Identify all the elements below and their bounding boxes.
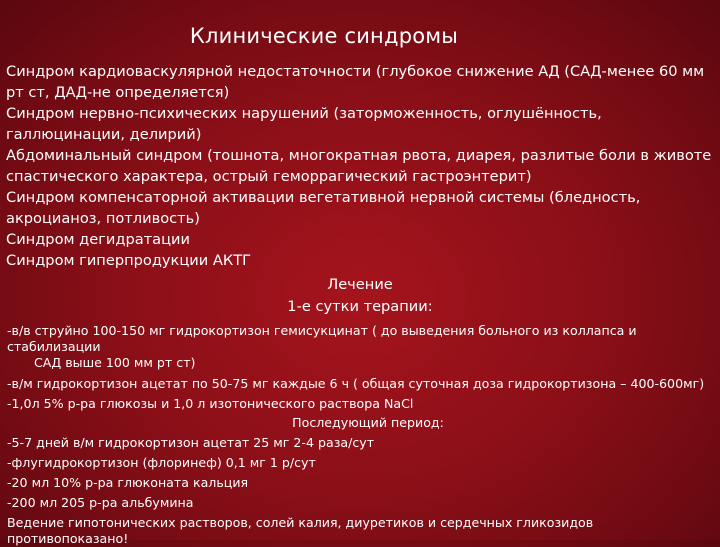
syndrome-item: Синдром дегидратации	[6, 231, 191, 248]
syndrome-item: Абдоминальный синдром (тошнота, многократная рвота, диарея, разлитые боли в животе спастического характера, острый геморрагический гастроэнтерит)	[6, 147, 712, 185]
treatment-item: -в/м гидрокортизон ацетат по 50-75 мг каждые 6 ч ( общая суточная доза гидрокортизона – 400-600мг)	[7, 376, 705, 391]
contraindication-note: Ведение гипотонических растворов, солей калия, диуретиков и сердечных гликозидов противопоказано!	[7, 515, 594, 546]
first-day-heading: 1-е сутки терапии:	[287, 298, 433, 315]
subsequent-heading: Последующий период:	[292, 415, 444, 430]
first-day-list	[7, 323, 713, 547]
treatment-heading: Лечение	[327, 276, 393, 293]
treatment-item: -5-7 дней в/м гидрокортизон ацетат 25 мг 2-4 раза/сут	[7, 435, 375, 450]
treatment-item: -200 мл 205 р-ра альбумина	[7, 495, 194, 510]
syndrome-item: Синдром кардиоваскулярной недостаточности (глубокое снижение АД (САД-менее 60 мм рт ст, ДАД-не определяется)	[6, 63, 705, 101]
treatment-item: -флугидрокортизон (флоринеф) 0,1 мг 1 р/сут	[7, 455, 316, 470]
treatment-item: -20 мл 10% р-ра глюконата кальция	[7, 475, 249, 490]
syndrome-list	[6, 61, 712, 271]
treatment-item: -1,0л 5% р-ра глюкозы и 1,0 л изотонического раствора NaCl	[7, 396, 414, 411]
syndrome-item: Синдром гиперпродукции АКТГ	[6, 252, 252, 269]
syndrome-item: Синдром нервно-психических нарушений (заторможенность, оглушённость, галлюцинации, делирий)	[6, 105, 602, 143]
syndrome-item: Синдром компенсаторной активации вегетативной нервной системы (бледность, акроцианоз, потливость)	[6, 189, 641, 227]
slide-title: Клинические синдромы	[189, 24, 459, 48]
treatment-item: -в/в струйно 100-150 мг гидрокортизон гемисукцинат ( до выведения больного из коллапса и стабилизации	[7, 323, 637, 354]
treatment-item: САД выше 100 мм рт ст)	[34, 355, 196, 370]
